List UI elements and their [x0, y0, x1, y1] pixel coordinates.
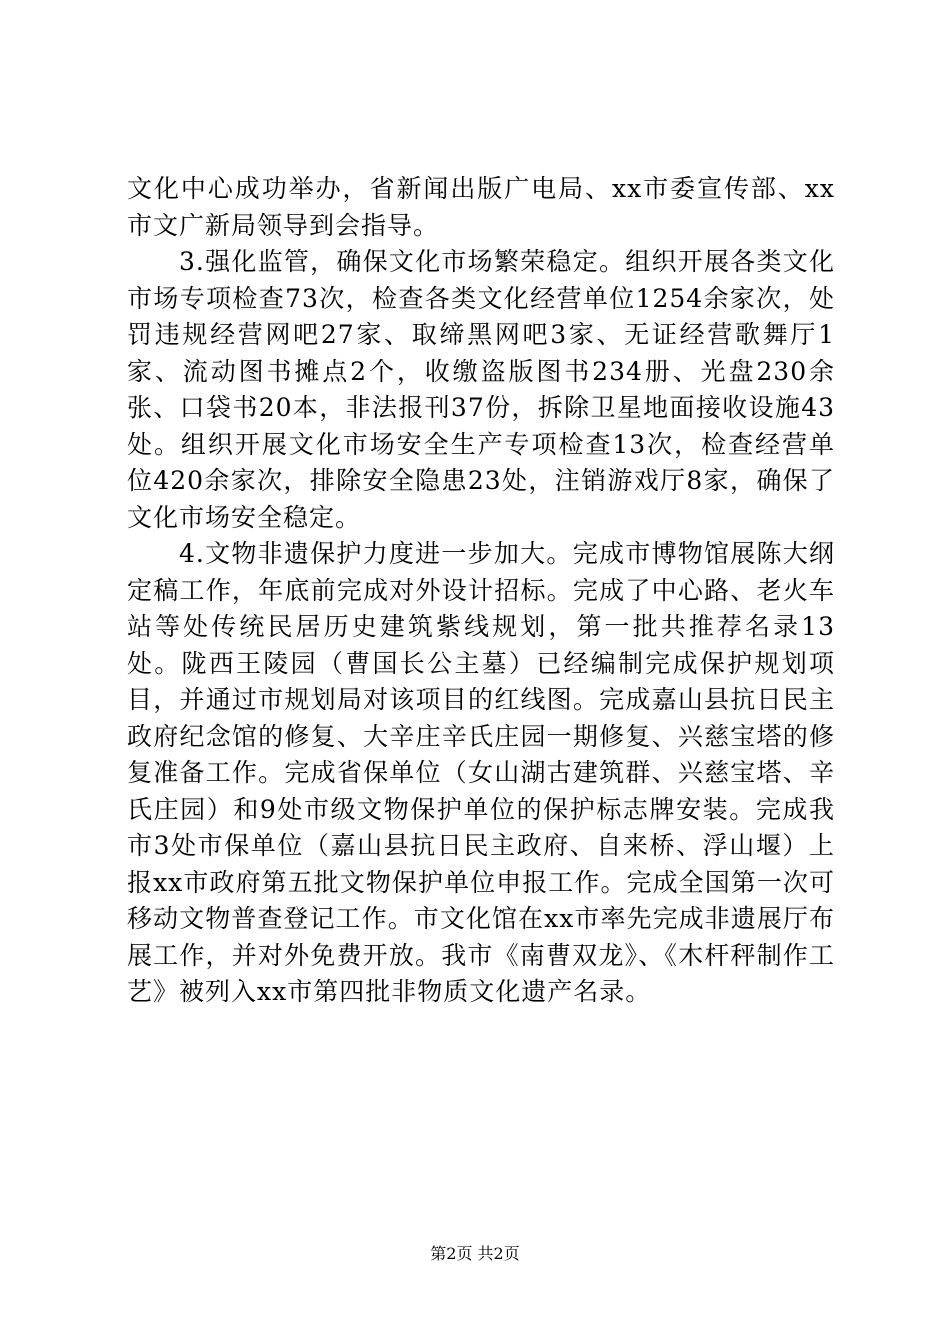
paragraph-item-3-market-supervision: 3.强化监管，确保文化市场繁荣稳定。组织开展各类文化市场专项检查73次，检查各类文化经营单位1254余家次，处罚违规经营网吧27家、取缔黑网吧3家、无证经营歌舞厅1家、流动图书摊点2个，收缴盗版图书234册、光盘230余张、口袋书20本，非法报刊37份，拆除卫星地面接收设施43处。组织开展文化市场安全生产专项检查13次，检查经营单位420余家次，排除安全隐患23处，注销游戏厅8家，确保了文化市场安全稳定。	[127, 247, 835, 532]
paragraph-continuation: 文化中心成功举办，省新闻出版广电局、xx市委宣传部、xx市文广新局领导到会指导。	[127, 174, 835, 240]
document-body	[127, 171, 835, 1011]
paragraph-item-4-heritage-protection: 4.文物非遗保护力度进一步加大。完成市博物馆展陈大纲定稿工作，年底前完成对外设计招标。完成了中心路、老火车站等处传统民居历史建筑紫线规划，第一批共推荐名录13处。陇西王陵园（曹国长公主墓）已经编制完成保护规划项目，并通过市规划局对该项目的红线图。完成嘉山县抗日民主政府纪念馆的修复、大辛庄辛氏庄园一期修复、兴慈宝塔的修复准备工作。完成省保单位（女山湖古建筑群、兴慈宝塔、辛氏庄园）和9处市级文物保护单位的保护标志牌安装。完成我市3处市保单位（嘉山县抗日民主政府、自来桥、浮山堰）上报xx市政府第五批文物保护单位申报工作。完成全国第一次可移动文物普查登记工作。市文化馆在xx市率先完成非遗展厅布展工作，并对外免费开放。我市《南曹双龙》、《木杆秤制作工艺》被列入xx市第四批非物质文化遗产名录。	[127, 539, 835, 1006]
page-number-footer: 第2页 共2页	[430, 1244, 520, 1263]
